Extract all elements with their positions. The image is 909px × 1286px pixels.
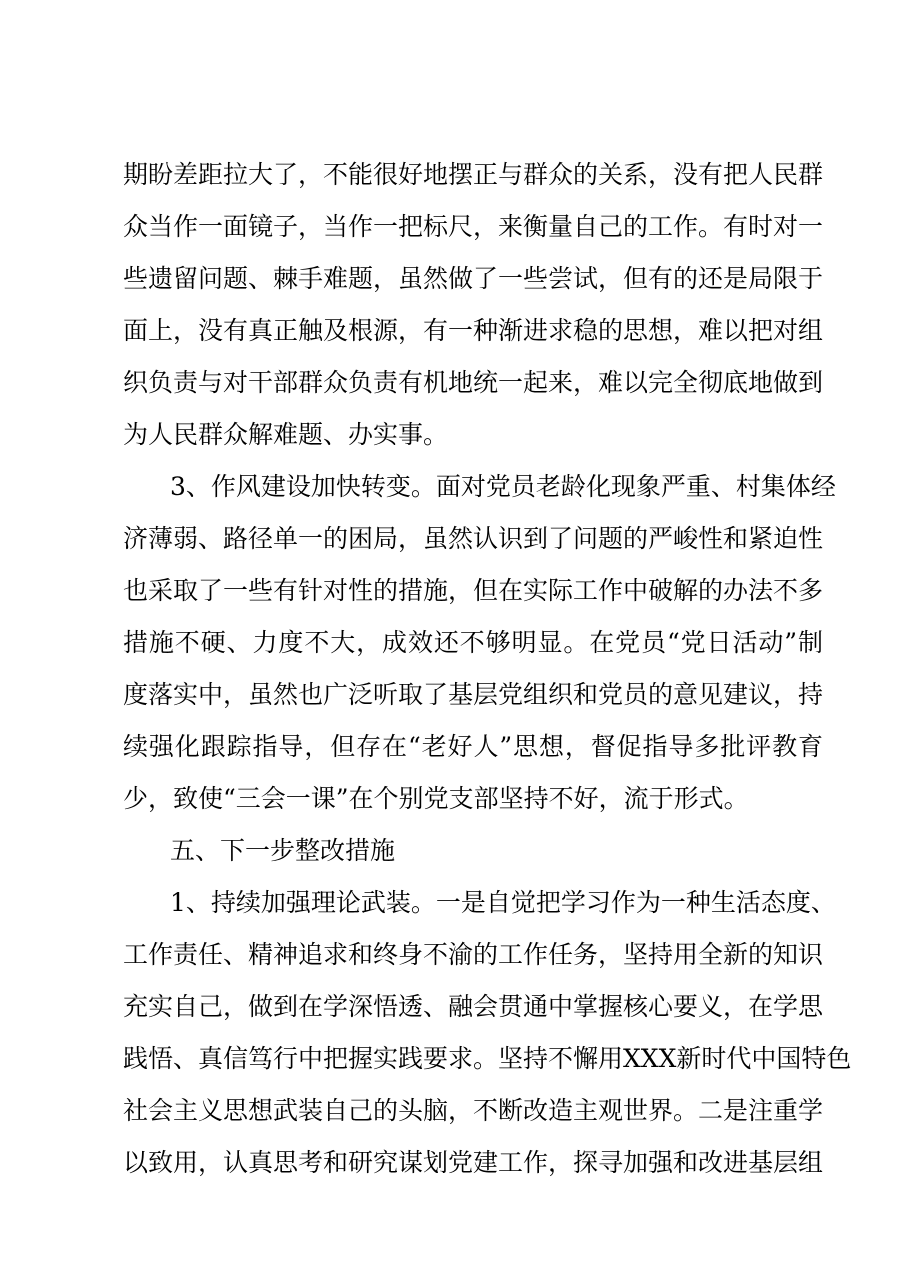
- paragraph-line: 续强化跟踪指导，但存在“老好人”思想，督促指导多批评教育: [123, 732, 823, 761]
- paragraph-line: 济薄弱、路径单一的困局，虽然认识到了问题的严峻性和紧迫性: [123, 524, 824, 553]
- paragraph-line: 社会主义思想武装自己的头脑，不断改造主观世界。二是注重学: [123, 1096, 824, 1125]
- paragraph-line: 为人民群众解难题、办实事。: [123, 420, 449, 449]
- paragraph-line: 3、作风建设加快转变。面对党员老龄化现象严重、村集体经: [170, 472, 836, 501]
- section-heading: 五、下一步整改措施: [170, 836, 396, 865]
- paragraph-line: 度落实中，虽然也广泛听取了基层党组织和党员的意见建议，持: [123, 680, 824, 709]
- paragraph-line: 少，致使“三会一课”在个别党支部坚持不好，流于形式。: [123, 784, 749, 813]
- paragraph-line: 践悟、真信笃行中把握实践要求。坚持不懈用XXX新时代中国特色: [123, 1044, 852, 1073]
- paragraph-line: 也采取了一些有针对性的措施，但在实际工作中破解的办法不多: [123, 576, 824, 605]
- paragraph-line: 织负责与对干部群众负责有机地统一起来，难以完全彻底地做到: [123, 368, 824, 397]
- paragraph-line: 面上，没有真正触及根源，有一种渐进求稳的思想，难以把对组: [123, 316, 824, 345]
- document-body: [123, 149, 852, 1189]
- paragraph-line: 充实自己，做到在学深悟透、融会贯通中掌握核心要义，在学思: [123, 992, 824, 1021]
- paragraph-line: 工作责任、精神追求和终身不渝的工作任务，坚持用全新的知识: [123, 940, 824, 969]
- paragraph-line: 措施不硬、力度不大，成效还不够明显。在党员“党日活动”制: [123, 628, 823, 657]
- paragraph-line: 众当作一面镜子，当作一把标尺，来衡量自己的工作。有时对一: [123, 212, 824, 241]
- paragraph-line: 些遗留问题、棘手难题，虽然做了一些尝试，但有的还是局限于: [123, 264, 824, 293]
- paragraph-line: 以致用，认真思考和研究谋划党建工作，探寻加强和改进基层组: [123, 1148, 824, 1177]
- paragraph-line: 期盼差距拉大了，不能很好地摆正与群众的关系，没有把人民群: [123, 160, 824, 189]
- paragraph-line: 1、持续加强理论武装。一是自觉把学习作为一种生活态度、: [170, 888, 836, 917]
